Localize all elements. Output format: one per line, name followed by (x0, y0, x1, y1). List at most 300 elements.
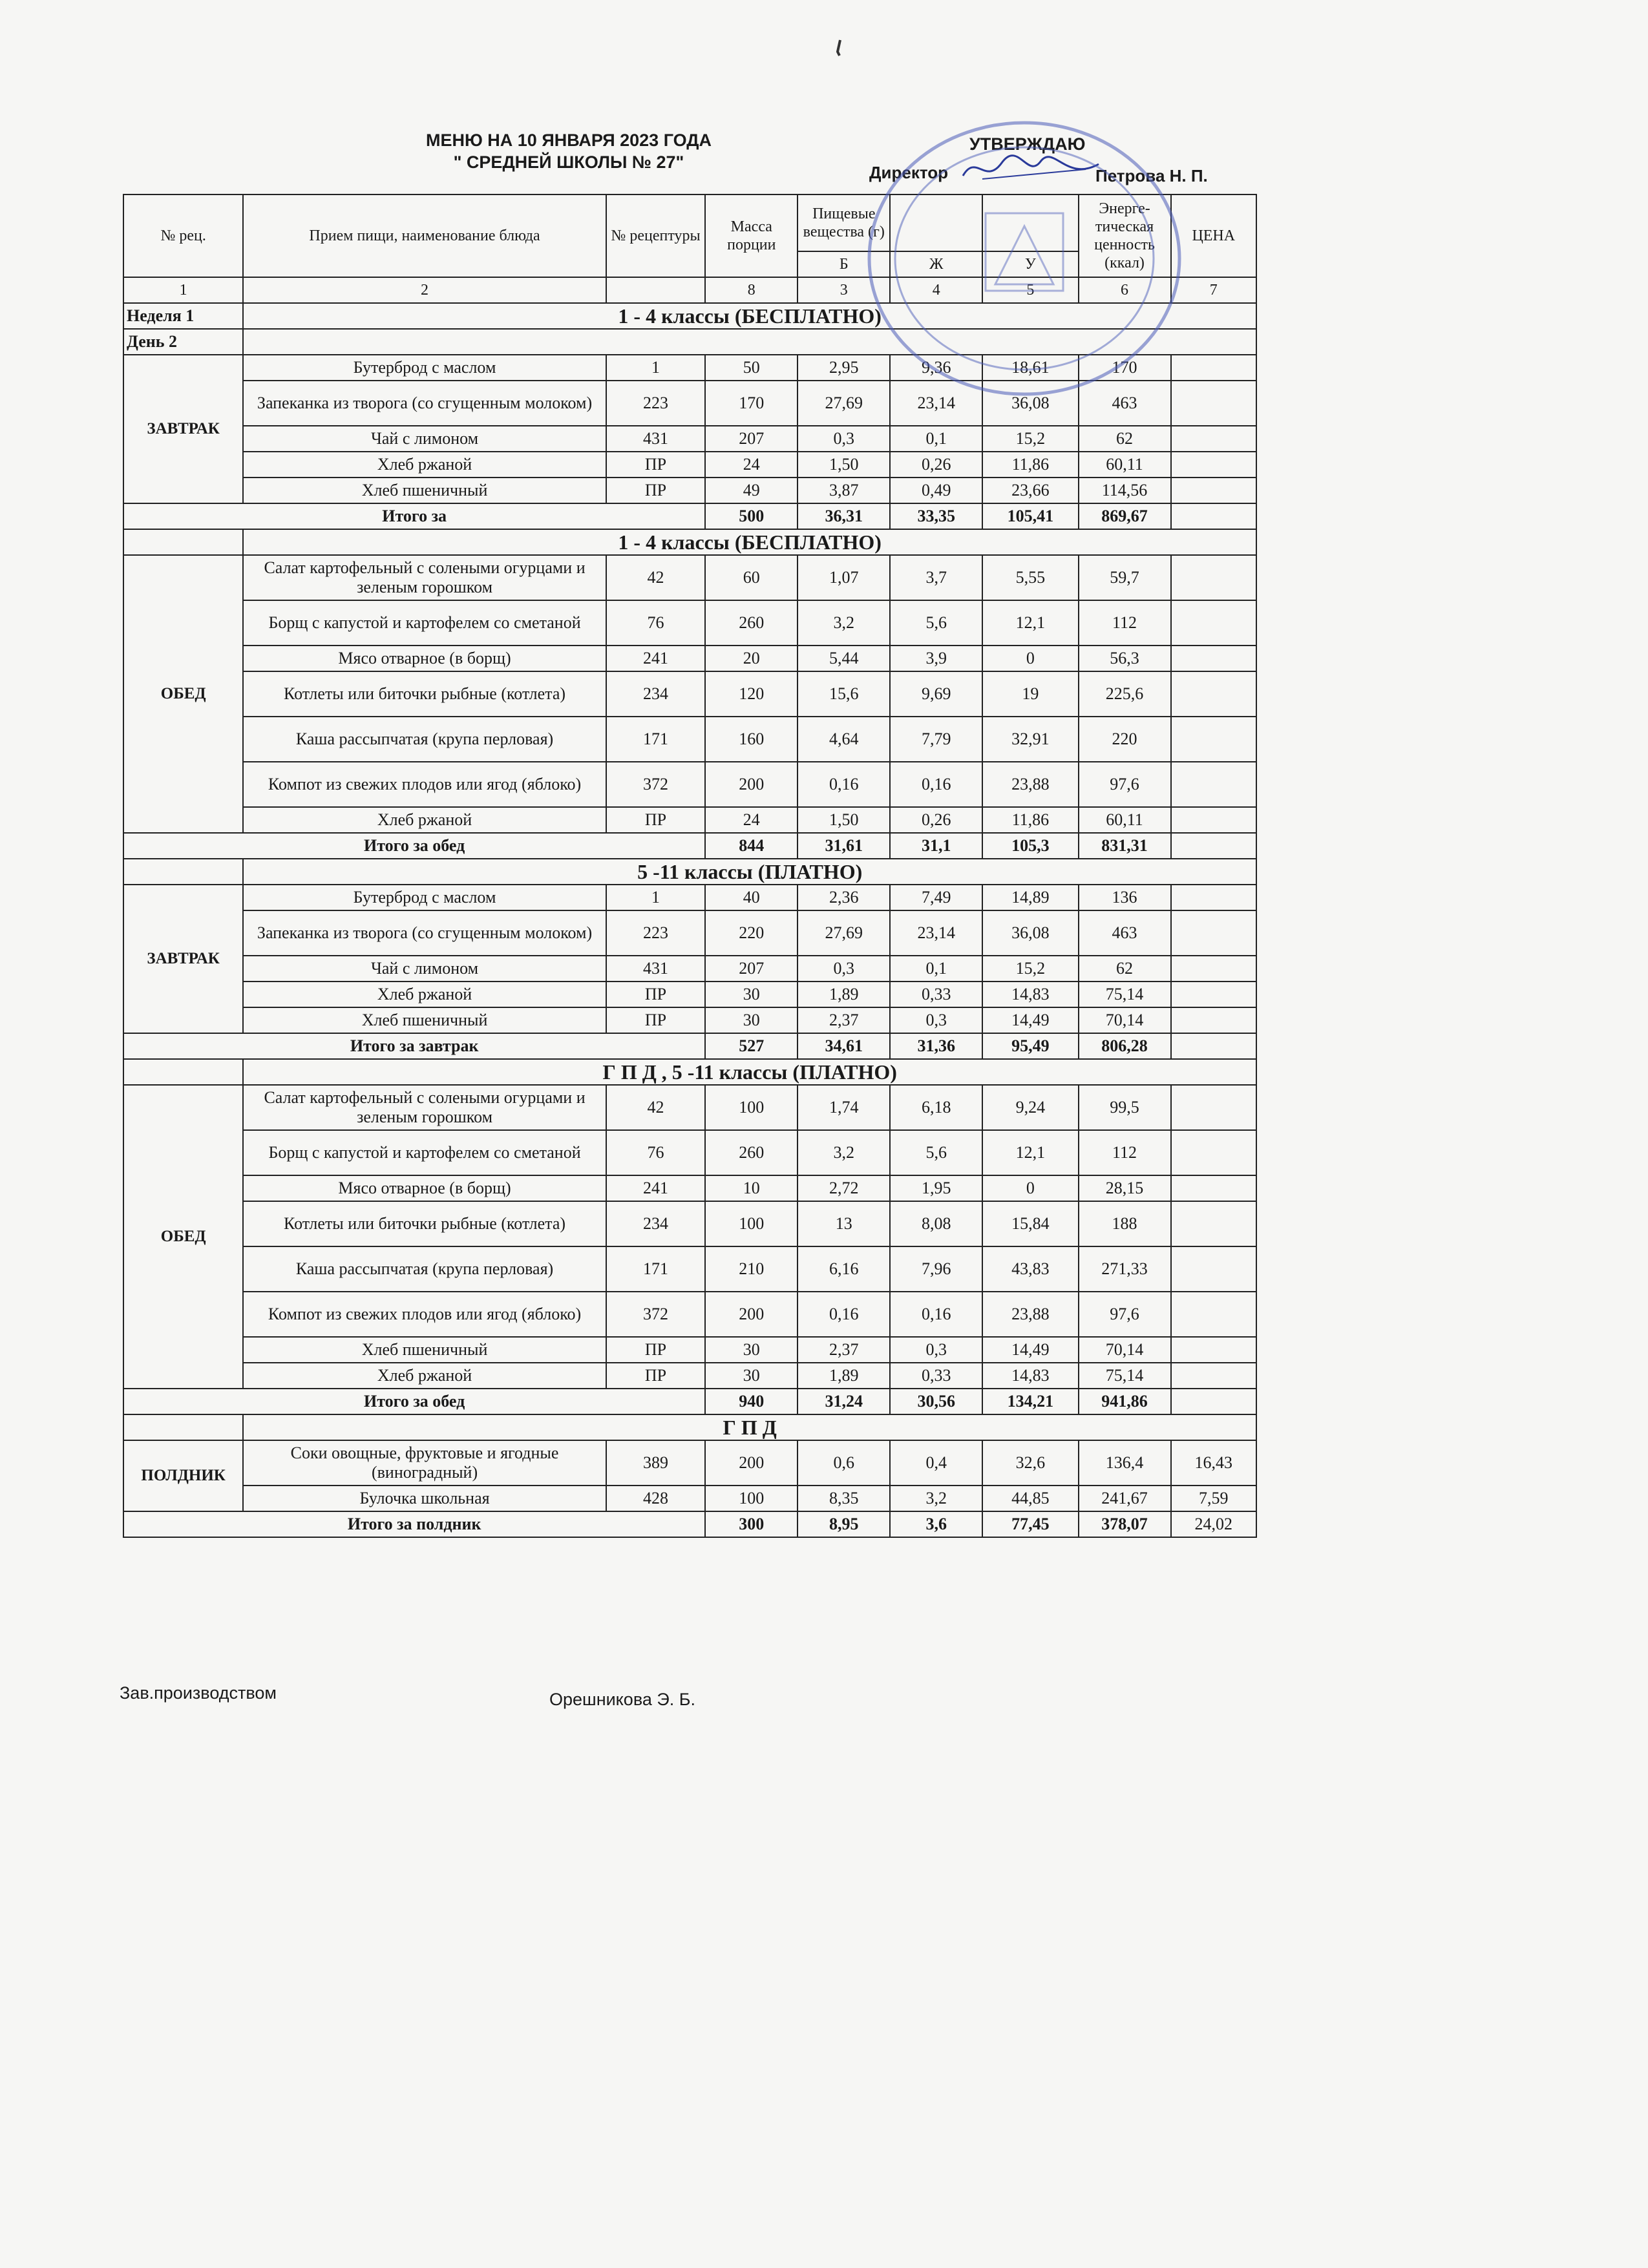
recipe-number: 431 (606, 956, 706, 982)
fat-value: 3,2 (890, 1486, 982, 1511)
table-row (123, 1130, 1256, 1175)
col-num: 8 (705, 277, 798, 303)
table-row (123, 381, 1256, 426)
recipe-number: 234 (606, 1201, 706, 1246)
carbs-value: 32,6 (982, 1440, 1078, 1486)
protein-value: 2,37 (798, 1337, 890, 1363)
week-label: Неделя 1 (123, 303, 243, 329)
energy-value: 112 (1079, 600, 1171, 646)
carbs-value: 18,61 (982, 355, 1078, 381)
protein-value: 27,69 (798, 381, 890, 426)
title-line-1: МЕНЮ НА 10 ЯНВАРЯ 2023 ГОДА (425, 131, 712, 150)
section-2 (123, 529, 1256, 859)
carbs-value: 5,55 (982, 555, 1078, 600)
portion-mass: 200 (705, 1440, 798, 1486)
portion-mass: 260 (705, 1130, 798, 1175)
portion-mass: 170 (705, 381, 798, 426)
table-row (123, 956, 1256, 982)
table-row (123, 910, 1256, 956)
carbs-value: 12,1 (982, 600, 1078, 646)
recipe-number: 372 (606, 762, 706, 807)
energy-value: 188 (1079, 1201, 1171, 1246)
protein-value: 0,16 (798, 762, 890, 807)
energy-value: 60,11 (1079, 807, 1171, 833)
protein-value: 6,16 (798, 1246, 890, 1292)
table-row (123, 762, 1256, 807)
total-row (123, 1511, 1256, 1537)
carbs-value: 14,83 (982, 982, 1078, 1007)
price-value: 7,59 (1171, 1486, 1256, 1511)
col-blank (982, 194, 1078, 251)
fat-value: 23,14 (890, 910, 982, 956)
price-value (1171, 982, 1256, 1007)
fat-value: 0,16 (890, 762, 982, 807)
recipe-number: 223 (606, 381, 706, 426)
section-3 (123, 859, 1256, 1059)
recipe-number: ПР (606, 807, 706, 833)
portion-mass: 24 (705, 807, 798, 833)
energy-value: 59,7 (1079, 555, 1171, 600)
fat-value: 9,36 (890, 355, 982, 381)
price-value (1171, 717, 1256, 762)
energy-value: 70,14 (1079, 1007, 1171, 1033)
fat-value: 0,26 (890, 807, 982, 833)
total-fat: 3,6 (890, 1511, 982, 1537)
fat-value: 3,7 (890, 555, 982, 600)
protein-value: 27,69 (798, 910, 890, 956)
col-b: Б (798, 251, 890, 277)
table-row (123, 600, 1256, 646)
table-row (123, 1201, 1256, 1246)
total-price (1171, 1389, 1256, 1414)
section-4 (123, 1059, 1256, 1414)
energy-value: 75,14 (1079, 1363, 1171, 1389)
table-row (123, 452, 1256, 478)
dish-name: Хлеб пшеничный (243, 1337, 606, 1363)
portion-mass: 120 (705, 671, 798, 717)
director-label: Директор (869, 163, 949, 182)
protein-value: 8,35 (798, 1486, 890, 1511)
portion-mass: 30 (705, 1007, 798, 1033)
table-row (123, 355, 1256, 381)
price-value (1171, 1363, 1256, 1389)
protein-value: 1,89 (798, 982, 890, 1007)
table-row (123, 478, 1256, 503)
fat-value: 3,9 (890, 646, 982, 671)
section-title: 5 -11 классы (ПЛАТНО) (243, 859, 1256, 885)
carbs-value: 11,86 (982, 807, 1078, 833)
protein-value: 3,87 (798, 478, 890, 503)
price-value (1171, 1085, 1256, 1130)
total-row (123, 503, 1256, 529)
portion-mass: 100 (705, 1085, 798, 1130)
dish-name: Хлеб пшеничный (243, 1007, 606, 1033)
portion-mass: 200 (705, 762, 798, 807)
dish-name: Хлеб ржаной (243, 452, 606, 478)
col-rec: № рец. (123, 194, 243, 277)
portion-mass: 50 (705, 355, 798, 381)
fat-value: 7,96 (890, 1246, 982, 1292)
price-value (1171, 600, 1256, 646)
carbs-value: 14,49 (982, 1007, 1078, 1033)
recipe-number: 171 (606, 1246, 706, 1292)
recipe-number: 428 (606, 1486, 706, 1511)
table-row (123, 885, 1256, 910)
portion-mass: 30 (705, 1337, 798, 1363)
col-num: 7 (1171, 277, 1256, 303)
dish-name: Котлеты или биточки рыбные (котлета) (243, 1201, 606, 1246)
total-fat: 33,35 (890, 503, 982, 529)
footer-position: Зав.производством (120, 1683, 277, 1703)
recipe-number: 1 (606, 355, 706, 381)
total-price: 24,02 (1171, 1511, 1256, 1537)
section-5 (123, 1414, 1256, 1537)
empty-cell (123, 529, 243, 555)
section-1 (123, 355, 1256, 529)
table-row (123, 982, 1256, 1007)
total-energy: 378,07 (1079, 1511, 1171, 1537)
section-header-row (123, 529, 1256, 555)
energy-value: 28,15 (1079, 1175, 1171, 1201)
dish-name: Чай с лимоном (243, 426, 606, 452)
col-energy: Энерге-тическая ценность (ккал) (1079, 194, 1171, 277)
protein-value: 2,37 (798, 1007, 890, 1033)
portion-mass: 100 (705, 1486, 798, 1511)
protein-value: 0,3 (798, 956, 890, 982)
protein-value: 1,89 (798, 1363, 890, 1389)
dish-name: Салат картофельный с солеными огурцами и зеленым горошком (243, 1085, 606, 1130)
total-mass: 527 (705, 1033, 798, 1059)
col-num: 1 (123, 277, 243, 303)
protein-value: 1,74 (798, 1085, 890, 1130)
energy-value: 62 (1079, 426, 1171, 452)
fat-value: 7,49 (890, 885, 982, 910)
fat-value: 0,1 (890, 956, 982, 982)
fat-value: 0,49 (890, 478, 982, 503)
carbs-value: 15,2 (982, 956, 1078, 982)
total-protein: 31,24 (798, 1389, 890, 1414)
energy-value: 56,3 (1079, 646, 1171, 671)
col-num: 4 (890, 277, 982, 303)
table-row (123, 1246, 1256, 1292)
footer-name: Орешникова Э. Б. (549, 1690, 696, 1709)
col-price: ЦЕНА (1171, 194, 1256, 277)
portion-mass: 60 (705, 555, 798, 600)
menu-table (123, 194, 1257, 1538)
price-value (1171, 1292, 1256, 1337)
energy-value: 225,6 (1079, 671, 1171, 717)
price-value (1171, 555, 1256, 600)
protein-value: 1,50 (798, 452, 890, 478)
dish-name: Хлеб ржаной (243, 807, 606, 833)
total-fat: 31,1 (890, 833, 982, 859)
price-value (1171, 1201, 1256, 1246)
dish-name: Запеканка из творога (со сгущенным молоком) (243, 910, 606, 956)
empty-cell (123, 1059, 243, 1085)
protein-value: 1,50 (798, 807, 890, 833)
fat-value: 5,6 (890, 600, 982, 646)
table-row (123, 1292, 1256, 1337)
carbs-value: 14,89 (982, 885, 1078, 910)
total-carbs: 105,41 (982, 503, 1078, 529)
recipe-number: 76 (606, 1130, 706, 1175)
section-title: Г П Д (243, 1414, 1256, 1440)
price-value (1171, 1130, 1256, 1175)
ink-mark (834, 39, 844, 57)
carbs-value: 44,85 (982, 1486, 1078, 1511)
col-dish: Прием пищи, наименование блюда (243, 194, 606, 277)
carbs-value: 36,08 (982, 381, 1078, 426)
carbs-value: 23,66 (982, 478, 1078, 503)
price-value (1171, 910, 1256, 956)
section-header-row (123, 1059, 1256, 1085)
table-row (123, 807, 1256, 833)
portion-mass: 20 (705, 646, 798, 671)
meal-label: ПОЛДНИК (123, 1440, 243, 1511)
table-row (123, 646, 1256, 671)
table-row (123, 1337, 1256, 1363)
carbs-value: 12,1 (982, 1130, 1078, 1175)
dish-name: Мясо отварное (в борщ) (243, 646, 606, 671)
section-header-row (123, 859, 1256, 885)
col-u: У (982, 251, 1078, 277)
total-mass: 844 (705, 833, 798, 859)
fat-value: 0,1 (890, 426, 982, 452)
dish-name: Хлеб ржаной (243, 982, 606, 1007)
total-protein: 36,31 (798, 503, 890, 529)
carbs-value: 32,91 (982, 717, 1078, 762)
total-fat: 31,36 (890, 1033, 982, 1059)
empty-cell (123, 859, 243, 885)
recipe-number: ПР (606, 1337, 706, 1363)
table-row (123, 555, 1256, 600)
energy-value: 60,11 (1079, 452, 1171, 478)
energy-value: 136,4 (1079, 1440, 1171, 1486)
energy-value: 463 (1079, 381, 1171, 426)
protein-value: 2,72 (798, 1175, 890, 1201)
col-recipe: № рецептуры (606, 194, 706, 277)
total-energy: 806,28 (1079, 1033, 1171, 1059)
fat-value: 0,33 (890, 982, 982, 1007)
recipe-number: 223 (606, 910, 706, 956)
portion-mass: 207 (705, 426, 798, 452)
recipe-number: 42 (606, 555, 706, 600)
table-row (123, 1486, 1256, 1511)
energy-value: 220 (1079, 717, 1171, 762)
total-protein: 31,61 (798, 833, 890, 859)
fat-value: 0,4 (890, 1440, 982, 1486)
total-energy: 941,86 (1079, 1389, 1171, 1414)
dish-name: Запеканка из творога (со сгущенным молоком) (243, 381, 606, 426)
portion-mass: 210 (705, 1246, 798, 1292)
total-price (1171, 503, 1256, 529)
energy-value: 136 (1079, 885, 1171, 910)
portion-mass: 30 (705, 1363, 798, 1389)
fat-value: 0,33 (890, 1363, 982, 1389)
recipe-number: 241 (606, 646, 706, 671)
fat-value: 0,26 (890, 452, 982, 478)
total-carbs: 95,49 (982, 1033, 1078, 1059)
recipe-number: ПР (606, 452, 706, 478)
section-title: 1 - 4 классы (БЕСПЛАТНО) (243, 303, 1256, 329)
price-value (1171, 426, 1256, 452)
price-value (1171, 1007, 1256, 1033)
col-num: 2 (243, 277, 606, 303)
recipe-number: ПР (606, 982, 706, 1007)
page-title (362, 129, 776, 173)
table-row (123, 1175, 1256, 1201)
protein-value: 3,2 (798, 600, 890, 646)
protein-value: 5,44 (798, 646, 890, 671)
price-value (1171, 1337, 1256, 1363)
approve-label: УТВЕРЖДАЮ (969, 134, 1086, 154)
price-value (1171, 452, 1256, 478)
fat-value: 9,69 (890, 671, 982, 717)
protein-value: 1,07 (798, 555, 890, 600)
fat-value: 7,79 (890, 717, 982, 762)
dish-name: Мясо отварное (в борщ) (243, 1175, 606, 1201)
total-energy: 831,31 (1079, 833, 1171, 859)
dish-name: Соки овощные, фруктовые и ягодные (виноградный) (243, 1440, 606, 1486)
portion-mass: 260 (705, 600, 798, 646)
day-row (243, 329, 1256, 355)
portion-mass: 200 (705, 1292, 798, 1337)
dish-name: Бутерброд с маслом (243, 355, 606, 381)
portion-mass: 30 (705, 982, 798, 1007)
col-num (606, 277, 706, 303)
dish-name: Компот из свежих плодов или ягод (яблоко) (243, 1292, 606, 1337)
carbs-value: 15,2 (982, 426, 1078, 452)
dish-name: Борщ с капустой и картофелем со сметаной (243, 1130, 606, 1175)
recipe-number: 241 (606, 1175, 706, 1201)
dish-name: Бутерброд с маслом (243, 885, 606, 910)
portion-mass: 100 (705, 1201, 798, 1246)
empty-cell (123, 1414, 243, 1440)
price-value (1171, 1175, 1256, 1201)
dish-name: Каша рассыпчатая (крупа перловая) (243, 717, 606, 762)
price-value (1171, 646, 1256, 671)
price-value (1171, 956, 1256, 982)
price-value (1171, 478, 1256, 503)
recipe-number: 389 (606, 1440, 706, 1486)
section-header-row (123, 1414, 1256, 1440)
total-carbs: 134,21 (982, 1389, 1078, 1414)
protein-value: 13 (798, 1201, 890, 1246)
col-num: 5 (982, 277, 1078, 303)
price-value (1171, 885, 1256, 910)
price-value (1171, 381, 1256, 426)
energy-value: 271,33 (1079, 1246, 1171, 1292)
energy-value: 170 (1079, 355, 1171, 381)
total-protein: 8,95 (798, 1511, 890, 1537)
protein-value: 0,16 (798, 1292, 890, 1337)
section-title: 1 - 4 классы (БЕСПЛАТНО) (243, 529, 1256, 555)
total-price (1171, 1033, 1256, 1059)
price-value (1171, 807, 1256, 833)
energy-value: 97,6 (1079, 762, 1171, 807)
protein-value: 2,36 (798, 885, 890, 910)
total-price (1171, 833, 1256, 859)
recipe-number: ПР (606, 1007, 706, 1033)
col-num: 6 (1079, 277, 1171, 303)
recipe-number: 76 (606, 600, 706, 646)
carbs-value: 43,83 (982, 1246, 1078, 1292)
total-mass: 940 (705, 1389, 798, 1414)
carbs-value: 14,49 (982, 1337, 1078, 1363)
total-mass: 500 (705, 503, 798, 529)
dish-name: Каша рассыпчатая (крупа перловая) (243, 1246, 606, 1292)
table-header (123, 194, 1256, 355)
fat-value: 23,14 (890, 381, 982, 426)
recipe-number: 431 (606, 426, 706, 452)
table-row (123, 1363, 1256, 1389)
dish-name: Хлеб ржаной (243, 1363, 606, 1389)
meal-label: ЗАВТРАК (123, 885, 243, 1033)
table-row (123, 1440, 1256, 1486)
carbs-value: 0 (982, 1175, 1078, 1201)
protein-value: 0,3 (798, 426, 890, 452)
dish-name: Котлеты или биточки рыбные (котлета) (243, 671, 606, 717)
col-num: 3 (798, 277, 890, 303)
energy-value: 97,6 (1079, 1292, 1171, 1337)
recipe-number: 372 (606, 1292, 706, 1337)
total-mass: 300 (705, 1511, 798, 1537)
portion-mass: 220 (705, 910, 798, 956)
col-nutrients: Пищевые вещества (г) (798, 194, 890, 251)
total-row (123, 833, 1256, 859)
carbs-value: 19 (982, 671, 1078, 717)
carbs-value: 15,84 (982, 1201, 1078, 1246)
energy-value: 112 (1079, 1130, 1171, 1175)
portion-mass: 49 (705, 478, 798, 503)
portion-mass: 40 (705, 885, 798, 910)
col-zh: Ж (890, 251, 982, 277)
total-row (123, 1389, 1256, 1414)
director-name: Петрова Н. П. (1095, 166, 1208, 185)
carbs-value: 23,88 (982, 762, 1078, 807)
carbs-value: 36,08 (982, 910, 1078, 956)
carbs-value: 11,86 (982, 452, 1078, 478)
col-blank (890, 194, 982, 251)
protein-value: 4,64 (798, 717, 890, 762)
dish-name: Булочка школьная (243, 1486, 606, 1511)
portion-mass: 10 (705, 1175, 798, 1201)
fat-value: 5,6 (890, 1130, 982, 1175)
protein-value: 2,95 (798, 355, 890, 381)
protein-value: 15,6 (798, 671, 890, 717)
carbs-value: 14,83 (982, 1363, 1078, 1389)
meal-label: ЗАВТРАК (123, 355, 243, 503)
carbs-value: 9,24 (982, 1085, 1078, 1130)
table-row (123, 717, 1256, 762)
price-value (1171, 762, 1256, 807)
price-value: 16,43 (1171, 1440, 1256, 1486)
section-title: Г П Д , 5 -11 классы (ПЛАТНО) (243, 1059, 1256, 1085)
portion-mass: 160 (705, 717, 798, 762)
recipe-number: 42 (606, 1085, 706, 1130)
dish-name: Салат картофельный с солеными огурцами и зеленым горошком (243, 555, 606, 600)
table-row (123, 671, 1256, 717)
recipe-number: 1 (606, 885, 706, 910)
total-carbs: 77,45 (982, 1511, 1078, 1537)
signature-icon (956, 150, 1105, 189)
recipe-number: ПР (606, 1363, 706, 1389)
dish-name: Борщ с капустой и картофелем со сметаной (243, 600, 606, 646)
total-energy: 869,67 (1079, 503, 1171, 529)
total-label: Итого за (123, 503, 705, 529)
total-protein: 34,61 (798, 1033, 890, 1059)
carbs-value: 0 (982, 646, 1078, 671)
